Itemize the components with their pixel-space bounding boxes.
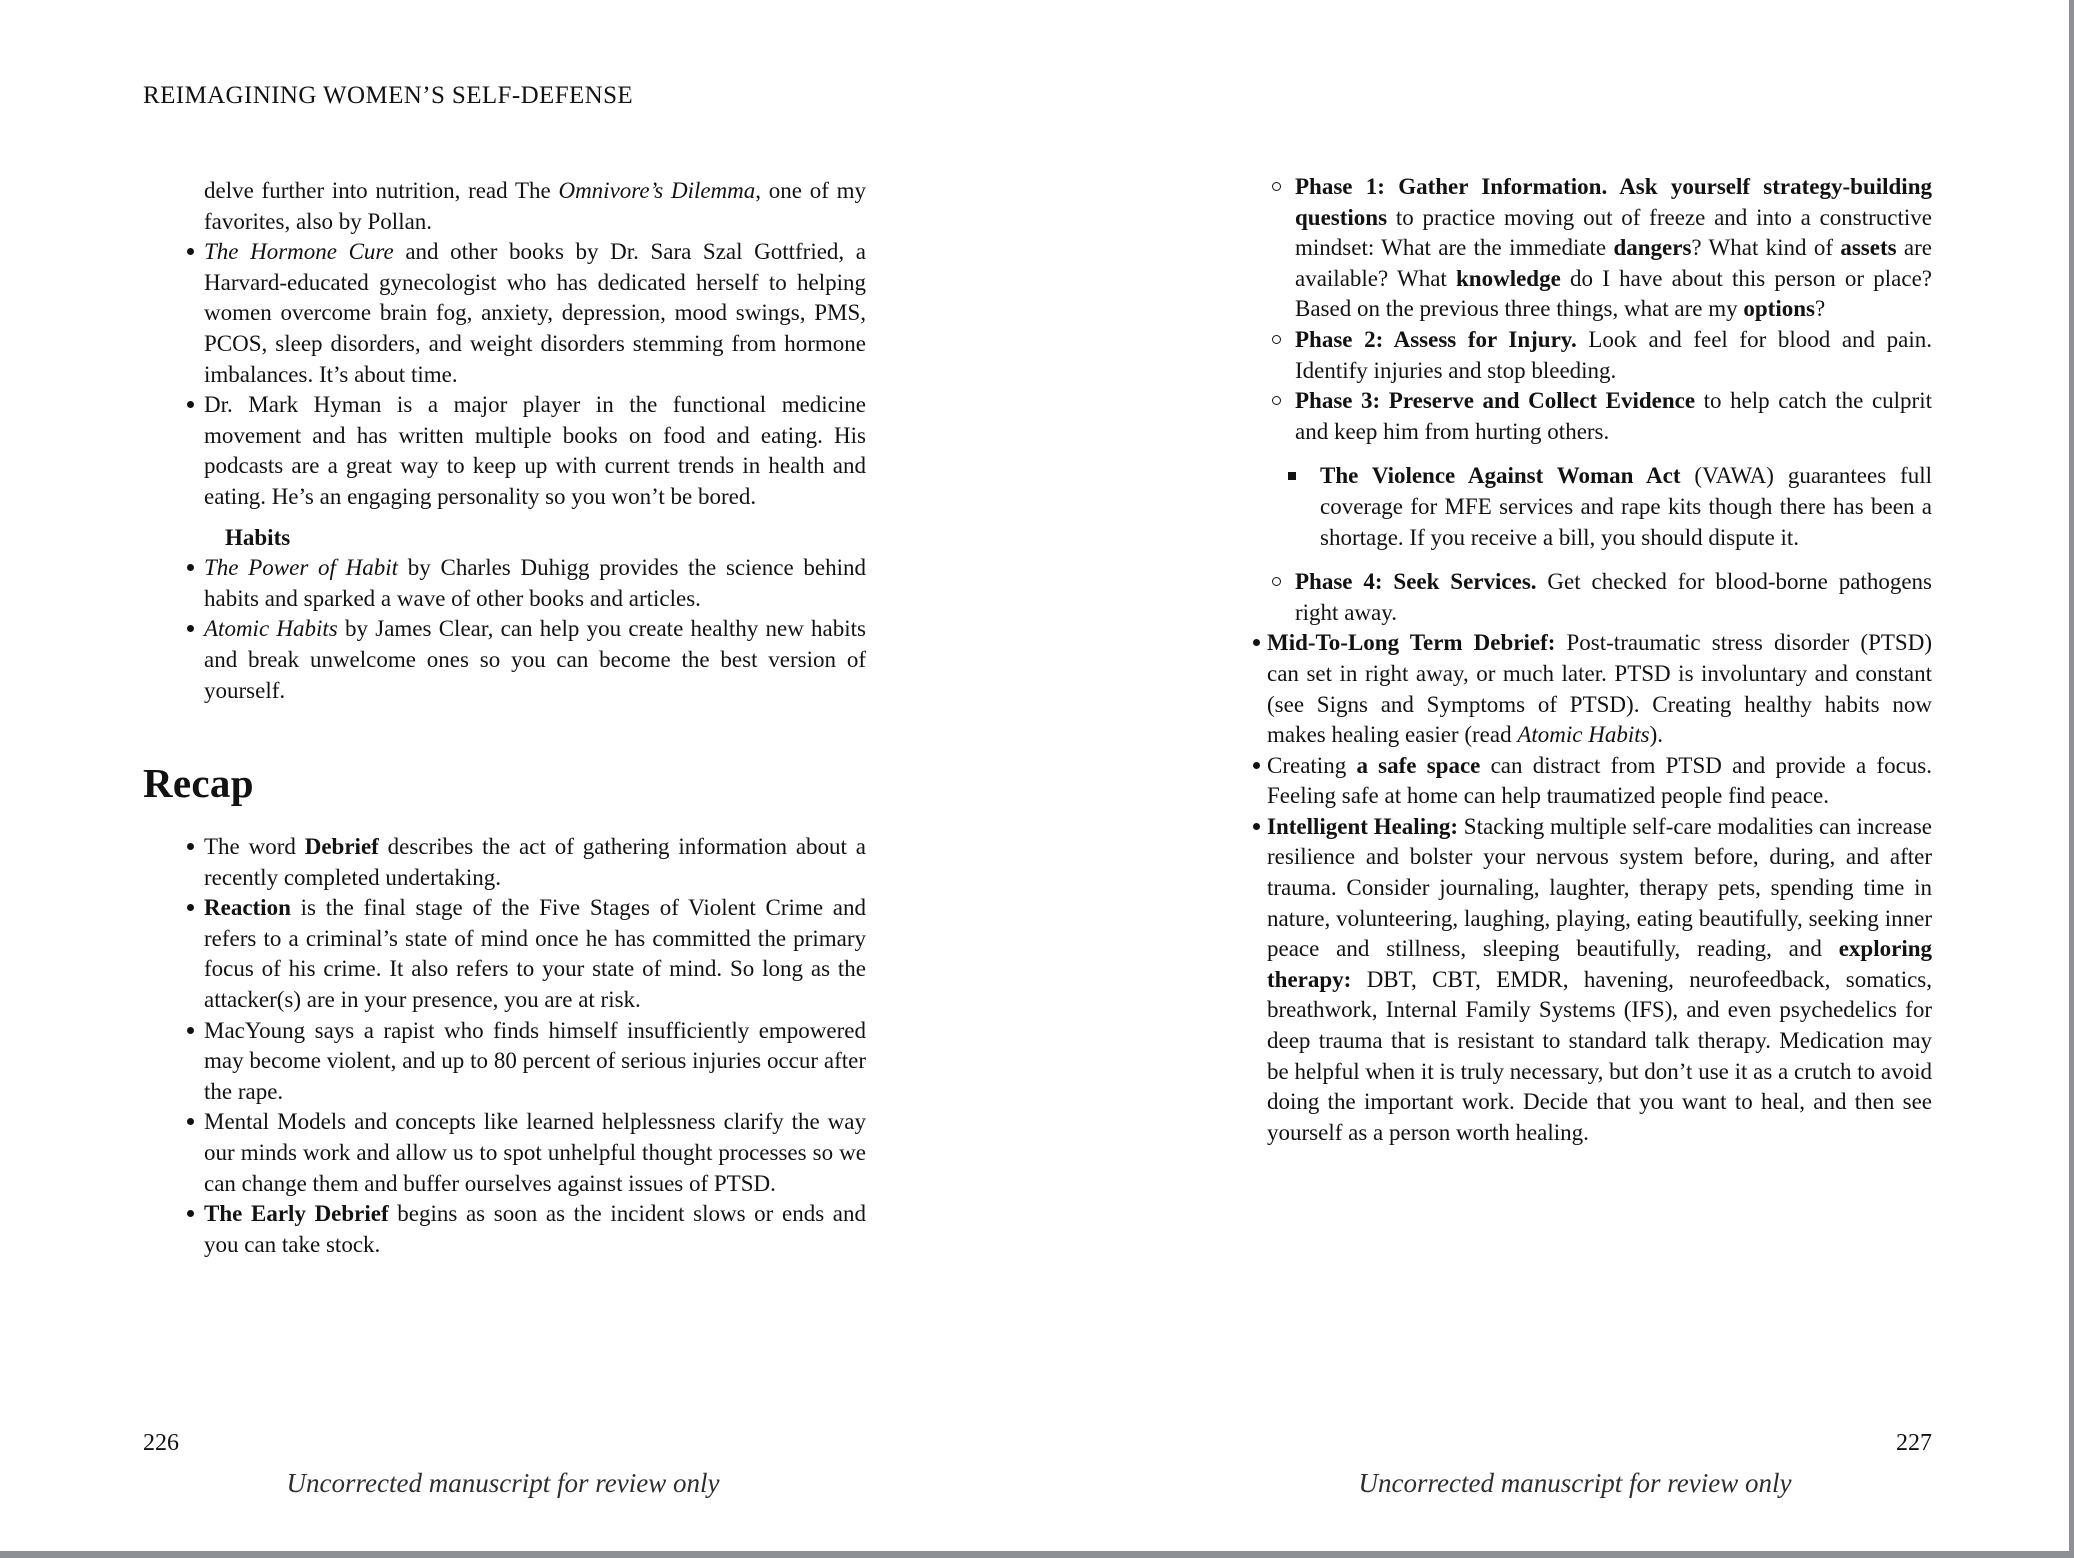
text-run: MacYoung says a rapist who finds himself insufficiently empowered may become violent, and up to 80 percent of serious injuries occur after the rape. [204,1017,866,1104]
text-run: Creating [1267,752,1357,778]
text-run: (VAWA) guarantees full coverage for MFE services and rape kits though there has been a shortage. If you receive a bill, you should dispute it. [1320,463,1932,550]
item-text [204,392,866,509]
circle-bullet-marker-icon [1272,335,1281,344]
bullet-bullet-marker-icon [187,625,194,632]
list-item [1253,461,1932,553]
text-run: is the final stage of the Five Stages of Violent Crime and refers to a criminal’s state of mind once he has committed the primary focus of his crime. It also refers to your state of mind. So long as the attacker(s) are in your presence, you are at risk. [204,895,866,1013]
list-item [1253,172,1932,325]
running-header: REIMAGINING WOMEN’S SELF-DEFENSE [143,82,634,109]
text-run: do I have about this person or place? Based on the previous three things, what are my [1295,265,1933,322]
text-run: by Charles Duhigg provides the science behind habits and sparked a wave of other books and articles. [204,555,866,611]
text-run: Omnivore’s Dilemma [558,178,756,203]
bullet-bullet-marker-icon [187,248,194,255]
bullet-bullet-marker-icon [187,1118,194,1125]
text-run: by James Clear, can help you create healthy new habits and break unwelcome ones so you can become the best version of yourself. [204,616,866,703]
text-run: can distract from PTSD and provide a focus. Feeling safe at home can help traumatized people find peace. [1267,752,1933,809]
item-text [204,239,866,386]
circle-bullet-marker-icon [1272,396,1281,405]
text-run: begins as soon as the incident slows or ends and you can take stock. [204,1201,866,1257]
list-item [143,1199,866,1260]
text-run: The Early Debrief [204,1201,389,1227]
left-page-text-column [143,176,866,1260]
item-text [143,760,254,806]
list-item [143,832,866,893]
item-text [204,1109,866,1195]
item-text [1295,388,1932,444]
text-run: to practice moving out of freeze and into a constructive mindset: What are the immediate [1295,204,1932,261]
text-run: Mental Models and concepts like learned helplessness clarify the way our minds work and allow us to spot unhelpful thought processes so we can change them and buffer ourselves against issues of PTSD. [204,1109,866,1196]
right-page-number: 227 [1896,1430,1932,1456]
item-text [204,895,866,1012]
text-run: ? [1814,296,1826,322]
item-text [1267,630,1932,747]
text-run: Atomic Habits [1517,722,1650,748]
list-item [143,1016,866,1108]
list-item [143,893,866,1015]
text-run: Mid-To-Long Term Debrief: [1267,630,1556,656]
bullet-bullet-marker-icon [187,843,194,850]
item-text [204,1201,866,1257]
text-run: assets [1840,235,1897,261]
item-text [204,555,866,611]
item-text [1295,174,1932,321]
item-text [204,178,866,234]
item-text [225,525,290,550]
text-run: The Violence Against Woman Act [1320,463,1681,489]
list-item [1253,751,1932,812]
text-run: and other books by Dr. Sara Szal Gottfried, a Harvard-educated gynecologist who has dedicated herself to helping women overcome brain fog, anxiety, depression, mood swings, PMS, PCOS, sleep disorders, and weight disorders stemming from hormone imbalances. It’s about time. [204,239,866,387]
item-text [1295,327,1932,383]
item-text [1267,814,1932,1145]
item-text [1320,463,1932,549]
text-run: delve further into nutrition, read The [204,178,559,203]
list-item [1253,386,1932,447]
text-run: knowledge [1456,265,1561,291]
bullet-bullet-marker-icon [187,564,194,571]
text-run: Recap [143,760,254,807]
text-run: Debrief [304,834,379,860]
bullet-bullet-marker-icon [187,1210,194,1217]
circle-bullet-marker-icon [1272,182,1281,191]
left-footer-disclaimer: Uncorrected manuscript for review only [286,1468,720,1498]
circle-bullet-marker-icon [1272,577,1281,586]
bullet-bullet-marker-icon [1253,639,1260,646]
sub-heading [143,523,866,554]
text-run: are available? What [1295,235,1932,291]
text-run: Dr. Mark Hyman is a major player in the functional medicine movement and has written multiple books on food and eating. His podcasts are a great way to keep up with current trends in health and eating. He’s an engaging personality so you won’t be bored. [204,392,866,509]
right-footer-disclaimer: Uncorrected manuscript for review only [1358,1468,1792,1498]
text-run: Reaction [204,895,291,921]
bullet-bullet-marker-icon [187,904,194,911]
list-item [1253,325,1932,386]
text-run: exploring therapy: [1267,936,1932,992]
text-run: Stacking multiple self-care modalities can increase resilience and bolster your nervous system before, during, and after trauma. Consider journaling, laughter, therapy pets, spending time in nature, volunteering, laughing, playing, eating beautifully, seeking inner peace and stillness, sleeping beautifully, reading, and [1267,813,1932,962]
text-run: a safe space [1356,752,1481,778]
right-page-text-column [1253,172,1932,1148]
text-run: Get checked for blood-borne pathogens right away. [1295,569,1932,625]
list-item [143,237,866,390]
bullet-bullet-marker-icon [187,401,194,408]
list-item [1253,567,1932,628]
item-text [204,1018,866,1104]
page-right-edge-line [2069,0,2074,1558]
text-run: Intelligent Healing: [1267,813,1459,839]
list-item [143,390,866,512]
text-run: Phase 1: Gather Information. Ask yourself strategy-building questions [1295,174,1932,230]
item-text [204,616,866,702]
list-item [143,553,866,614]
text-run: Atomic Habits [204,616,338,642]
paragraph [143,176,866,237]
text-run: Post-traumatic stress disorder (PTSD) can set in right away, or much later. PTSD is involuntary and constant (see Signs and Symptoms of PTSD). Creating healthy habits now makes healing easier (read [1267,630,1932,748]
list-item [1253,628,1932,750]
text-run: DBT, CBT, EMDR, havening, neurofeedback, somatics, breathwork, Internal Family Systems (IFS), and even psychedelics for deep trauma that is resistant to standard talk therapy. Medication may be helpful when it is truly necessary, but don’t use it as a crutch to avoid doing the important work. Decide that you want to heal, and then see yourself as a person worth healing. [1267,966,1932,1145]
text-run: Look and feel for blood and pain. Identify injuries and stop bleeding. [1295,326,1932,383]
left-page-number: 226 [143,1430,179,1456]
bullet-bullet-marker-icon [187,1027,194,1034]
bullet-bullet-marker-icon [1253,762,1260,769]
text-run: dangers [1613,235,1692,261]
list-item [143,1107,866,1199]
text-run: The Hormone Cure [204,239,394,265]
text-run: ). [1649,722,1663,748]
text-run: Phase 2: Assess for Injury. [1295,326,1577,352]
section-heading [143,760,866,806]
list-item [143,614,866,706]
page-bottom-edge-line [0,1551,2074,1558]
square-bullet-marker-icon [1288,472,1296,480]
text-run: ? What kind of [1691,235,1841,261]
text-run: Phase 4: Seek Services. [1295,569,1537,595]
list-item [1253,812,1932,1149]
text-run: The word [204,834,305,860]
text-run: , one of my favorites, also by Pollan. [204,178,866,234]
text-run: Habits [225,524,291,550]
text-run: Phase 3: Preserve and Collect Evidence [1295,388,1696,414]
bullet-bullet-marker-icon [1253,823,1260,830]
item-text [1295,569,1932,625]
item-text [204,834,866,890]
text-run: describes the act of gathering information about a recently completed undertaking. [204,834,866,890]
text-run: The Power of Habit [204,555,399,581]
text-run: options [1743,296,1815,322]
item-text [1267,753,1932,809]
text-run: to help catch the culprit and keep him from hurting others. [1295,388,1932,444]
